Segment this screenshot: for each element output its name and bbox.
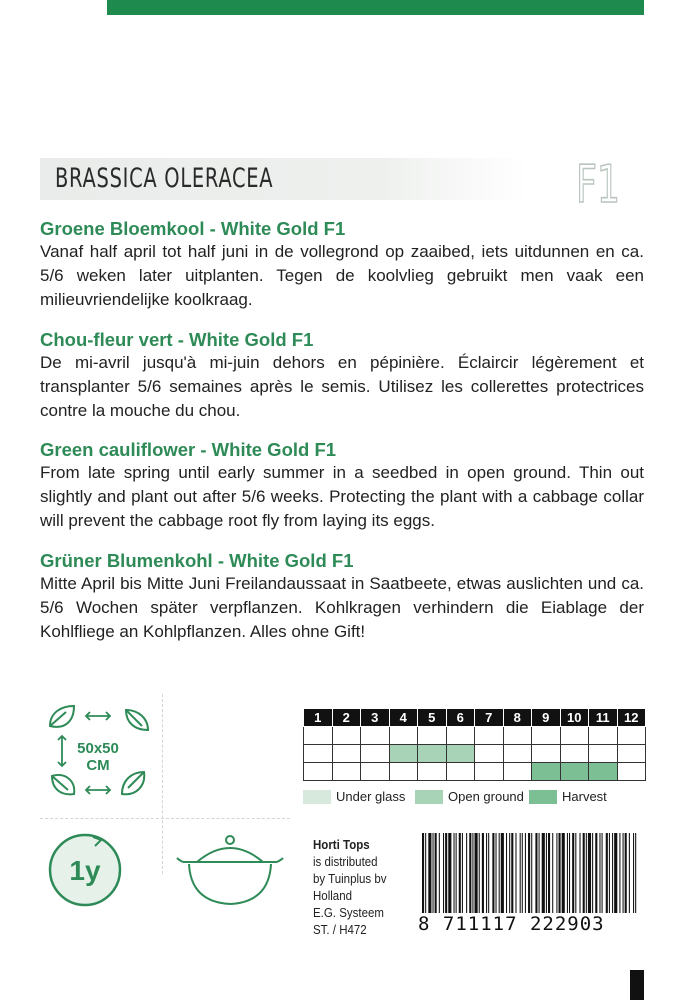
- barcode-bar: [462, 833, 463, 913]
- barcode-bar: [528, 833, 530, 913]
- barcode-bar: [492, 833, 494, 913]
- barcode-bar: [531, 833, 532, 913]
- barcode-bar: [612, 833, 613, 913]
- calendar-cell: [446, 727, 475, 745]
- calendar-cell: [617, 763, 646, 781]
- calendar-cell: [304, 763, 333, 781]
- calendar-month-header: 12: [617, 709, 646, 727]
- calendar-cell: [361, 763, 390, 781]
- spacing-unit: CM: [86, 757, 110, 774]
- heading-fr: Chou-fleur vert - White Gold F1: [40, 329, 314, 350]
- barcode-bar: [546, 833, 547, 913]
- barcode-bar: [548, 833, 550, 913]
- barcode-bar: [614, 833, 617, 913]
- calendar-cell: [560, 763, 589, 781]
- lifecycle-label: 1y: [69, 855, 101, 886]
- calendar-cell: [332, 763, 361, 781]
- barcode-bar: [586, 833, 587, 913]
- barcode-bar: [539, 833, 540, 913]
- calendar-cell: [389, 745, 418, 763]
- calendar-cell: [389, 727, 418, 745]
- barcode-bar: [552, 833, 553, 913]
- barcode-bar: [425, 833, 426, 913]
- calendar-month-header: 10: [560, 709, 589, 727]
- leaf-icon: [50, 706, 74, 727]
- distributor-line: by Tuinplus bv: [313, 872, 387, 886]
- barcode-bar: [445, 833, 447, 913]
- heading-en: Green cauliflower - White Gold F1: [40, 439, 337, 460]
- barcode-bar: [562, 833, 565, 913]
- calendar-cell: [503, 727, 532, 745]
- calendar-cell: [446, 763, 475, 781]
- legend-swatch-under-glass: [303, 790, 331, 804]
- barcode-bar: [606, 833, 608, 913]
- barcode-bar: [575, 833, 576, 913]
- calendar-cell: [389, 763, 418, 781]
- calendar-cell: [532, 745, 561, 763]
- leaf-icon: [52, 775, 74, 794]
- calendar-row-open-ground: [304, 745, 646, 763]
- barcode-bar: [448, 833, 451, 913]
- arrow-vertical-icon: [58, 736, 66, 766]
- barcode-bar: [619, 833, 620, 913]
- calendar-row-harvest: [304, 763, 646, 781]
- barcode-bar: [522, 833, 523, 913]
- barcode-bar: [623, 833, 624, 913]
- distributor-info: [313, 837, 387, 939]
- barcode-number: 8 711117 222903: [418, 913, 605, 935]
- heading-nl: Groene Bloemkool - White Gold F1: [40, 218, 346, 239]
- barcode-bar: [583, 833, 585, 913]
- panel-divider-horizontal: [40, 818, 290, 819]
- hybrid-badge-text: F1: [575, 153, 621, 212]
- barcode-bar: [496, 833, 497, 913]
- barcode-bar: [635, 833, 636, 913]
- barcode-bar: [625, 833, 627, 913]
- barcode-bar: [439, 833, 440, 913]
- calendar-cell: [560, 727, 589, 745]
- barcode-bar: [592, 833, 593, 913]
- distributor-brand: Horti Tops: [313, 838, 370, 852]
- distributor-line: Holland: [313, 889, 352, 903]
- calendar-month-header: 8: [503, 709, 532, 727]
- calendar-cell: [332, 727, 361, 745]
- arrow-horizontal-icon: [86, 712, 110, 720]
- calendar-cell: [304, 745, 333, 763]
- calendar-cell: [503, 745, 532, 763]
- legend-open-ground: Open ground: [448, 789, 524, 804]
- barcode-bar: [472, 833, 473, 913]
- barcode-bar: [509, 833, 510, 913]
- barcode-bar: [542, 833, 545, 913]
- calendar-cell: [503, 763, 532, 781]
- barcode-bar: [609, 833, 610, 913]
- barcode-bar: [559, 833, 561, 913]
- calendar-month-header: 2: [332, 709, 361, 727]
- corner-mark: [630, 970, 644, 1000]
- barcode-bar: [486, 833, 487, 913]
- barcode-bar: [482, 833, 484, 913]
- barcode-bar: [572, 833, 574, 913]
- text-nl: Vanaf half april tot half juni in de vollegrond op zaaibed, iets uitdunnen en ca. 5/6 weken later uitplanten. Tegen de koolvlieg gebruikt men vaak een milieuvriendelijke koolkraag.: [40, 242, 644, 309]
- legend-harvest: Harvest: [562, 789, 607, 804]
- barcode-bar: [525, 833, 526, 913]
- calendar-cell: [560, 745, 589, 763]
- leaf-icon: [122, 772, 144, 794]
- barcode-bar: [567, 833, 568, 913]
- barcode-bar: [535, 833, 537, 913]
- text-de: Mitte April bis Mitte Juni Freilandaussaat in Saatbeete, etwas auslichten und ca. 5/6 Wochen später verpflanzen. Kohlkragen verhindern die Eiablage der Kohlfliege an Kohlpflanzen. Alles ohne Gift!: [40, 574, 644, 641]
- leaf-icon: [126, 710, 148, 730]
- barcode-bar: [511, 833, 513, 913]
- text-fr: De mi-avril jusqu'à mi-juin dehors en pépinière. Éclaircir légèrement et transplanter 5/6 semaines après le semis. Utilisez les collerettes protectrices contre la mouche du chou.: [40, 353, 644, 420]
- barcode-bar: [433, 833, 434, 913]
- barcode-bar: [520, 833, 521, 913]
- calendar-month-header: 9: [532, 709, 561, 727]
- calendar-cell: [361, 745, 390, 763]
- hybrid-badge: [568, 152, 628, 212]
- barcode-bar: [428, 833, 431, 913]
- calendar-month-header: 7: [475, 709, 504, 727]
- barcode-bar: [469, 833, 471, 913]
- barcode-bar: [499, 833, 500, 913]
- spacing-value: 50x50: [77, 740, 119, 757]
- distributor-line: is distributed: [313, 855, 378, 869]
- barcode-bar: [466, 833, 467, 913]
- barcode-bar: [580, 833, 581, 913]
- cabbage-collar-icon: [175, 832, 285, 912]
- calendar-cell: [418, 727, 447, 745]
- calendar-month-header: 1: [304, 709, 333, 727]
- barcode-bar: [501, 833, 504, 913]
- legend-swatch-harvest: [529, 790, 557, 804]
- barcode-bar: [475, 833, 478, 913]
- barcode-bar: [506, 833, 507, 913]
- barcode-bar: [633, 833, 634, 913]
- calendar-cell: [532, 727, 561, 745]
- panel-divider-vertical: [162, 694, 163, 874]
- barcode-bar: [569, 833, 570, 913]
- barcode-bar: [588, 833, 591, 913]
- calendar-cell: [617, 745, 646, 763]
- barcode: [418, 833, 640, 915]
- barcode-bar: [422, 833, 424, 913]
- barcode-bar: [456, 833, 457, 913]
- sowing-calendar: [303, 708, 646, 781]
- barcode-bar: [629, 833, 630, 913]
- barcode-bar: [515, 833, 516, 913]
- barcode-bar: [454, 833, 455, 913]
- calendar-cell: [475, 763, 504, 781]
- calendar-month-header: 4: [389, 709, 418, 727]
- calendar-month-header: 3: [361, 709, 390, 727]
- distributor-line: E.G. Systeem: [313, 906, 384, 920]
- barcode-bar: [599, 833, 600, 913]
- calendar-cell: [418, 745, 447, 763]
- calendar-cell: [446, 745, 475, 763]
- calendar-cell: [589, 745, 618, 763]
- calendar-cell: [589, 727, 618, 745]
- calendar-cell: [532, 763, 561, 781]
- calendar-cell: [304, 727, 333, 745]
- barcode-bar: [556, 833, 557, 913]
- barcode-bar: [435, 833, 437, 913]
- calendar-month-header: 5: [418, 709, 447, 727]
- barcode-bar: [479, 833, 480, 913]
- calendar-cell: [418, 763, 447, 781]
- spacing-panel: [40, 700, 160, 805]
- calendar-cell: [361, 727, 390, 745]
- calendar-cell: [332, 745, 361, 763]
- legend-swatch-open-ground: [415, 790, 443, 804]
- calendar-cell: [475, 727, 504, 745]
- legend-under-glass: Under glass: [336, 789, 406, 804]
- barcode-bar: [595, 833, 597, 913]
- calendar-cell: [589, 763, 618, 781]
- calendar-month-header: 11: [589, 709, 618, 727]
- distributor-line: ST. / H472: [313, 923, 367, 937]
- calendar-cell: [475, 745, 504, 763]
- arrow-horizontal-icon: [86, 786, 110, 794]
- calendar-cell: [617, 727, 646, 745]
- calendar-month-header: 6: [446, 709, 475, 727]
- heading-de: Grüner Blumenkohl - White Gold F1: [40, 550, 354, 571]
- top-color-bar: [107, 0, 644, 15]
- lifecycle-icon: [45, 830, 125, 910]
- text-en: From late spring until early summer in a seedbed in open ground. Thin out slightly and plant out after 5/6 weeks. Protecting the plant with a cabbage collar will prevent the cabbage root fly from laying its eggs.: [40, 463, 644, 530]
- latin-name: BRASSICA OLERACEA: [55, 163, 274, 194]
- barcode-bar: [602, 833, 603, 913]
- calendar-row-under-glass: [304, 727, 646, 745]
- barcode-bar: [488, 833, 489, 913]
- barcode-bar: [443, 833, 444, 913]
- barcode-bar: [459, 833, 461, 913]
